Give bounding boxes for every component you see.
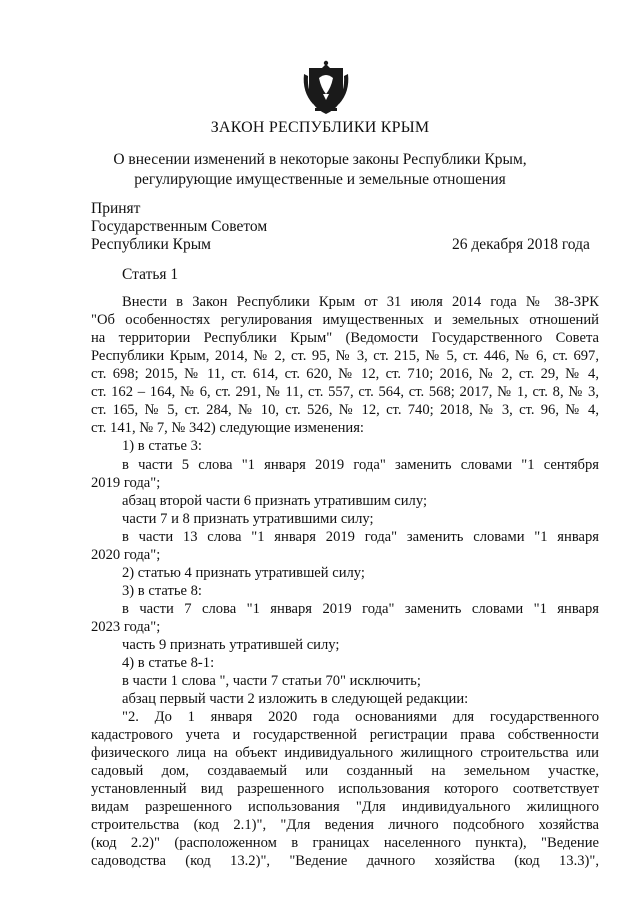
body-line: садовый дом, создаваемый или созданный на земельном участке, [91, 763, 599, 779]
body-line: 2) статью 4 признать утратившей силу; [122, 565, 365, 581]
body-line: строительства (код 2.1)", "Для ведения личного подсобного хозяйства [91, 817, 599, 833]
body-line: кадастрового учета и государственной регистрации права собственности [91, 727, 599, 743]
body-line: 3) в статье 8: [122, 583, 202, 599]
body-line: 1) в статье 3: [122, 438, 202, 454]
body-line: в части 5 слова "1 января 2019 года" заменить словами "1 сентября [122, 457, 599, 473]
body-line: 4) в статье 8-1: [122, 655, 215, 671]
body-line: на территории Республики Крым" (Ведомости Государственного Совета [91, 330, 599, 346]
law-title: ЗАКОН РЕСПУБЛИКИ КРЫМ [210, 119, 430, 136]
article-heading: Статья 1 [122, 266, 179, 283]
body-line: абзац второй части 6 признать утратившим силу; [122, 493, 428, 509]
body-line: "2. До 1 января 2020 года основаниями для государственного [122, 709, 599, 725]
adoption-line-2: Государственным Советом [91, 218, 268, 235]
body-line: ст. 141, № 7, № 342) следующие изменения: [91, 420, 364, 436]
adoption-date: 26 декабря 2018 года [452, 236, 590, 253]
body-line: ст. 162 – 164, № 6, ст. 291, № 11, ст. 557, ст. 564, ст. 568; 2017, № 1, ст. 8, № 3, [91, 384, 599, 400]
body-line: "Об особенностях регулирования имущественных и земельных отношений [91, 312, 599, 328]
law-subtitle-line-2: регулирующие имущественные и земельные отношения [134, 171, 506, 188]
body-line: в части 7 слова "1 января 2019 года" заменить словами "1 января [122, 601, 599, 617]
body-line: установленный вид разрешенного использования которого соответствует [91, 781, 599, 797]
body-line: видам разрешенного использования "Для индивидуального жилищного [91, 799, 599, 815]
body-line: Республики Крым, 2014, № 2, ст. 95, № 3, ст. 215, № 5, ст. 446, № 6, ст. 697, [91, 348, 599, 364]
body-line: 2023 года"; [91, 619, 161, 635]
body-line: ст. 165, № 5, ст. 284, № 10, ст. 526, № 12, ст. 740; 2018, № 3, ст. 96, № 4, [91, 402, 599, 418]
body-line: в части 13 слова "1 января 2019 года" заменить словами "1 января [122, 529, 599, 545]
body-line: часть 9 признать утратившей силу; [122, 637, 340, 653]
body-line: части 7 и 8 признать утратившими силу; [122, 511, 374, 527]
body-line: ст. 698; 2015, № 11, ст. 614, ст. 620, № 12, ст. 710; 2016, № 2, ст. 29, № 4, [91, 366, 599, 382]
body-line: садоводства (код 13.2)", "Ведение дачного хозяйства (код 13.3)", [91, 853, 599, 869]
body-line: (код 2.2)" (расположенном в границах населенного пункта), "Ведение [91, 835, 599, 851]
crimea-coat-of-arms-emblem [301, 60, 351, 116]
body-line: абзац первый части 2 изложить в следующей редакции: [122, 691, 469, 707]
body-line: в части 1 слова ", части 7 статьи 70" исключить; [122, 673, 421, 689]
body-line: Внести в Закон Республики Крым от 31 июля 2014 года № 38-ЗРК [122, 294, 599, 310]
adoption-line-3: Республики Крым [91, 236, 211, 253]
adoption-line-1: Принят [91, 200, 141, 217]
law-subtitle-line-1: О внесении изменений в некоторые законы Республики Крым, [113, 151, 527, 168]
body-line: 2019 года"; [91, 475, 161, 491]
body-line: физического лица на объект индивидуального жилищного строительства или [91, 745, 599, 761]
body-line: 2020 года"; [91, 547, 161, 563]
